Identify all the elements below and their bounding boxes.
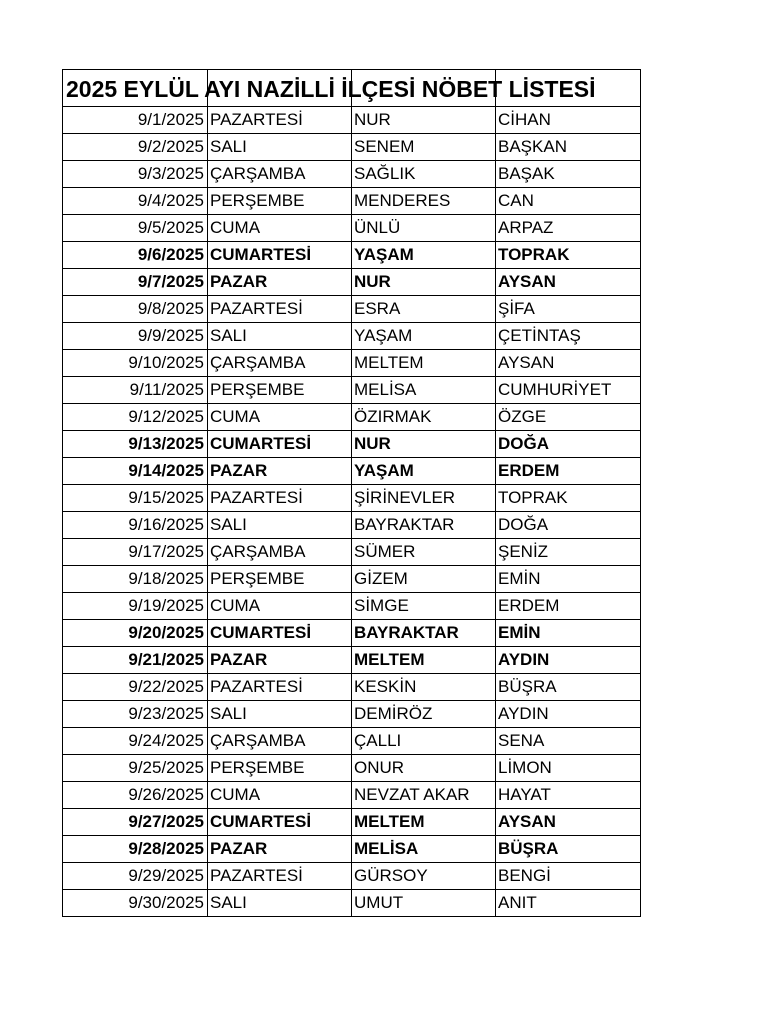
page-title: 2025 EYLÜL AYI NAZİLLİ İLÇESİ NÖBET LİSTESİ xyxy=(66,76,596,102)
pharmacy-2-cell: BAŞKAN xyxy=(496,134,641,161)
pharmacy-1-cell: GİZEM xyxy=(352,566,496,593)
day-cell: PAZAR xyxy=(208,269,352,296)
day-cell: PAZARTESİ xyxy=(208,296,352,323)
pharmacy-2-cell: ERDEM xyxy=(496,458,641,485)
pharmacy-1-cell: DEMİRÖZ xyxy=(352,701,496,728)
pharmacy-2-cell: ERDEM xyxy=(496,593,641,620)
pharmacy-2-cell: EMİN xyxy=(496,566,641,593)
day-cell: ÇARŞAMBA xyxy=(208,539,352,566)
pharmacy-2-cell: DOĞA xyxy=(496,512,641,539)
pharmacy-2-cell: BÜŞRA xyxy=(496,836,641,863)
pharmacy-2-cell: BAŞAK xyxy=(496,161,641,188)
day-cell: CUMARTESİ xyxy=(208,242,352,269)
date-cell: 9/5/2025 xyxy=(63,215,208,242)
pharmacy-1-cell: NEVZAT AKAR xyxy=(352,782,496,809)
table-row xyxy=(63,674,641,701)
pharmacy-1-cell: MELTEM xyxy=(352,809,496,836)
day-cell: PERŞEMBE xyxy=(208,188,352,215)
pharmacy-1-cell: NUR xyxy=(352,269,496,296)
date-cell: 9/8/2025 xyxy=(63,296,208,323)
pharmacy-2-cell: LİMON xyxy=(496,755,641,782)
pharmacy-2-cell: ANIT xyxy=(496,890,641,917)
day-cell: PAZAR xyxy=(208,647,352,674)
pharmacy-1-cell: SİMGE xyxy=(352,593,496,620)
day-cell: ÇARŞAMBA xyxy=(208,350,352,377)
day-cell: CUMA xyxy=(208,593,352,620)
date-cell: 9/14/2025 xyxy=(63,458,208,485)
pharmacy-1-cell: SENEM xyxy=(352,134,496,161)
pharmacy-2-cell: AYDIN xyxy=(496,701,641,728)
day-cell: PAZARTESİ xyxy=(208,107,352,134)
day-cell: PERŞEMBE xyxy=(208,566,352,593)
pharmacy-1-cell: MELTEM xyxy=(352,647,496,674)
day-cell: PAZARTESİ xyxy=(208,863,352,890)
pharmacy-1-cell: UMUT xyxy=(352,890,496,917)
date-cell: 9/29/2025 xyxy=(63,863,208,890)
day-cell: PAZAR xyxy=(208,836,352,863)
date-cell: 9/27/2025 xyxy=(63,809,208,836)
table-row xyxy=(63,539,641,566)
table-row xyxy=(63,323,641,350)
pharmacy-1-cell: ONUR xyxy=(352,755,496,782)
pharmacy-1-cell: GÜRSOY xyxy=(352,863,496,890)
date-cell: 9/18/2025 xyxy=(63,566,208,593)
day-cell: PERŞEMBE xyxy=(208,377,352,404)
day-cell: SALI xyxy=(208,134,352,161)
pharmacy-1-cell: ÖZIRMAK xyxy=(352,404,496,431)
table-row xyxy=(63,161,641,188)
pharmacy-2-cell: TOPRAK xyxy=(496,485,641,512)
pharmacy-2-cell: CİHAN xyxy=(496,107,641,134)
table-row xyxy=(63,350,641,377)
date-cell: 9/25/2025 xyxy=(63,755,208,782)
table-row xyxy=(63,728,641,755)
title-cell xyxy=(63,70,596,107)
title-row xyxy=(63,70,641,107)
date-cell: 9/30/2025 xyxy=(63,890,208,917)
date-cell: 9/21/2025 xyxy=(63,647,208,674)
day-cell: CUMARTESİ xyxy=(208,620,352,647)
day-cell: PERŞEMBE xyxy=(208,755,352,782)
day-cell: CUMARTESİ xyxy=(208,431,352,458)
date-cell: 9/7/2025 xyxy=(63,269,208,296)
table-row xyxy=(63,485,641,512)
pharmacy-2-cell: AYSAN xyxy=(496,809,641,836)
pharmacy-1-cell: KESKİN xyxy=(352,674,496,701)
date-cell: 9/2/2025 xyxy=(63,134,208,161)
table-row xyxy=(63,404,641,431)
date-cell: 9/11/2025 xyxy=(63,377,208,404)
date-cell: 9/24/2025 xyxy=(63,728,208,755)
table-row xyxy=(63,836,641,863)
pharmacy-1-cell: YAŞAM xyxy=(352,458,496,485)
pharmacy-1-cell: MELTEM xyxy=(352,350,496,377)
pharmacy-1-cell: NUR xyxy=(352,431,496,458)
day-cell: SALI xyxy=(208,701,352,728)
day-cell: CUMARTESİ xyxy=(208,809,352,836)
pharmacy-1-cell: ŞİRİNEVLER xyxy=(352,485,496,512)
pharmacy-1-cell: ÇALLI xyxy=(352,728,496,755)
date-cell: 9/20/2025 xyxy=(63,620,208,647)
table-row xyxy=(63,809,641,836)
day-cell: PAZARTESİ xyxy=(208,485,352,512)
day-cell: SALI xyxy=(208,890,352,917)
date-cell: 9/23/2025 xyxy=(63,701,208,728)
pharmacy-2-cell: BENGİ xyxy=(496,863,641,890)
pharmacy-1-cell: YAŞAM xyxy=(352,242,496,269)
pharmacy-2-cell: ÇETİNTAŞ xyxy=(496,323,641,350)
pharmacy-1-cell: SÜMER xyxy=(352,539,496,566)
pharmacy-1-cell: ÜNLÜ xyxy=(352,215,496,242)
pharmacy-2-cell: ARPAZ xyxy=(496,215,641,242)
table-row xyxy=(63,890,641,917)
date-cell: 9/22/2025 xyxy=(63,674,208,701)
pharmacy-1-cell: YAŞAM xyxy=(352,323,496,350)
pharmacy-2-cell: ŞİFA xyxy=(496,296,641,323)
pharmacy-2-cell: DOĞA xyxy=(496,431,641,458)
date-cell: 9/13/2025 xyxy=(63,431,208,458)
table-row xyxy=(63,215,641,242)
table-row xyxy=(63,458,641,485)
pharmacy-2-cell: AYSAN xyxy=(496,350,641,377)
pharmacy-2-cell: AYSAN xyxy=(496,269,641,296)
day-cell: SALI xyxy=(208,512,352,539)
pharmacy-2-cell: BÜŞRA xyxy=(496,674,641,701)
pharmacy-1-cell: NUR xyxy=(352,107,496,134)
table-row xyxy=(63,755,641,782)
pharmacy-2-cell: EMİN xyxy=(496,620,641,647)
day-cell: PAZARTESİ xyxy=(208,674,352,701)
pharmacy-1-cell: MELİSA xyxy=(352,836,496,863)
date-cell: 9/12/2025 xyxy=(63,404,208,431)
duty-schedule-body xyxy=(63,70,641,917)
table-row xyxy=(63,296,641,323)
table-row xyxy=(63,134,641,161)
table-row xyxy=(63,782,641,809)
pharmacy-1-cell: BAYRAKTAR xyxy=(352,620,496,647)
date-cell: 9/1/2025 xyxy=(63,107,208,134)
pharmacy-1-cell: MELİSA xyxy=(352,377,496,404)
pharmacy-2-cell: CAN xyxy=(496,188,641,215)
date-cell: 9/15/2025 xyxy=(63,485,208,512)
date-cell: 9/3/2025 xyxy=(63,161,208,188)
table-row xyxy=(63,647,641,674)
table-row xyxy=(63,863,641,890)
table-row xyxy=(63,512,641,539)
date-cell: 9/16/2025 xyxy=(63,512,208,539)
pharmacy-2-cell: AYDIN xyxy=(496,647,641,674)
day-cell: PAZAR xyxy=(208,458,352,485)
day-cell: ÇARŞAMBA xyxy=(208,161,352,188)
table-row xyxy=(63,701,641,728)
date-cell: 9/26/2025 xyxy=(63,782,208,809)
table-row xyxy=(63,107,641,134)
day-cell: ÇARŞAMBA xyxy=(208,728,352,755)
date-cell: 9/19/2025 xyxy=(63,593,208,620)
table-row xyxy=(63,188,641,215)
table-row xyxy=(63,566,641,593)
day-cell: CUMA xyxy=(208,215,352,242)
table-row xyxy=(63,620,641,647)
pharmacy-1-cell: SAĞLIK xyxy=(352,161,496,188)
pharmacy-1-cell: BAYRAKTAR xyxy=(352,512,496,539)
day-cell: CUMA xyxy=(208,782,352,809)
pharmacy-2-cell: TOPRAK xyxy=(496,242,641,269)
date-cell: 9/4/2025 xyxy=(63,188,208,215)
day-cell: CUMA xyxy=(208,404,352,431)
pharmacy-2-cell: SENA xyxy=(496,728,641,755)
table-row xyxy=(63,593,641,620)
duty-schedule-table xyxy=(62,69,641,917)
pharmacy-2-cell: CUMHURİYET xyxy=(496,377,641,404)
date-cell: 9/9/2025 xyxy=(63,323,208,350)
date-cell: 9/17/2025 xyxy=(63,539,208,566)
pharmacy-2-cell: ÖZGE xyxy=(496,404,641,431)
pharmacy-1-cell: ESRA xyxy=(352,296,496,323)
date-cell: 9/28/2025 xyxy=(63,836,208,863)
day-cell: SALI xyxy=(208,323,352,350)
table-row xyxy=(63,242,641,269)
table-row xyxy=(63,431,641,458)
table-row xyxy=(63,269,641,296)
table-row xyxy=(63,377,641,404)
date-cell: 9/10/2025 xyxy=(63,350,208,377)
pharmacy-2-cell: HAYAT xyxy=(496,782,641,809)
pharmacy-1-cell: MENDERES xyxy=(352,188,496,215)
pharmacy-2-cell: ŞENİZ xyxy=(496,539,641,566)
date-cell: 9/6/2025 xyxy=(63,242,208,269)
